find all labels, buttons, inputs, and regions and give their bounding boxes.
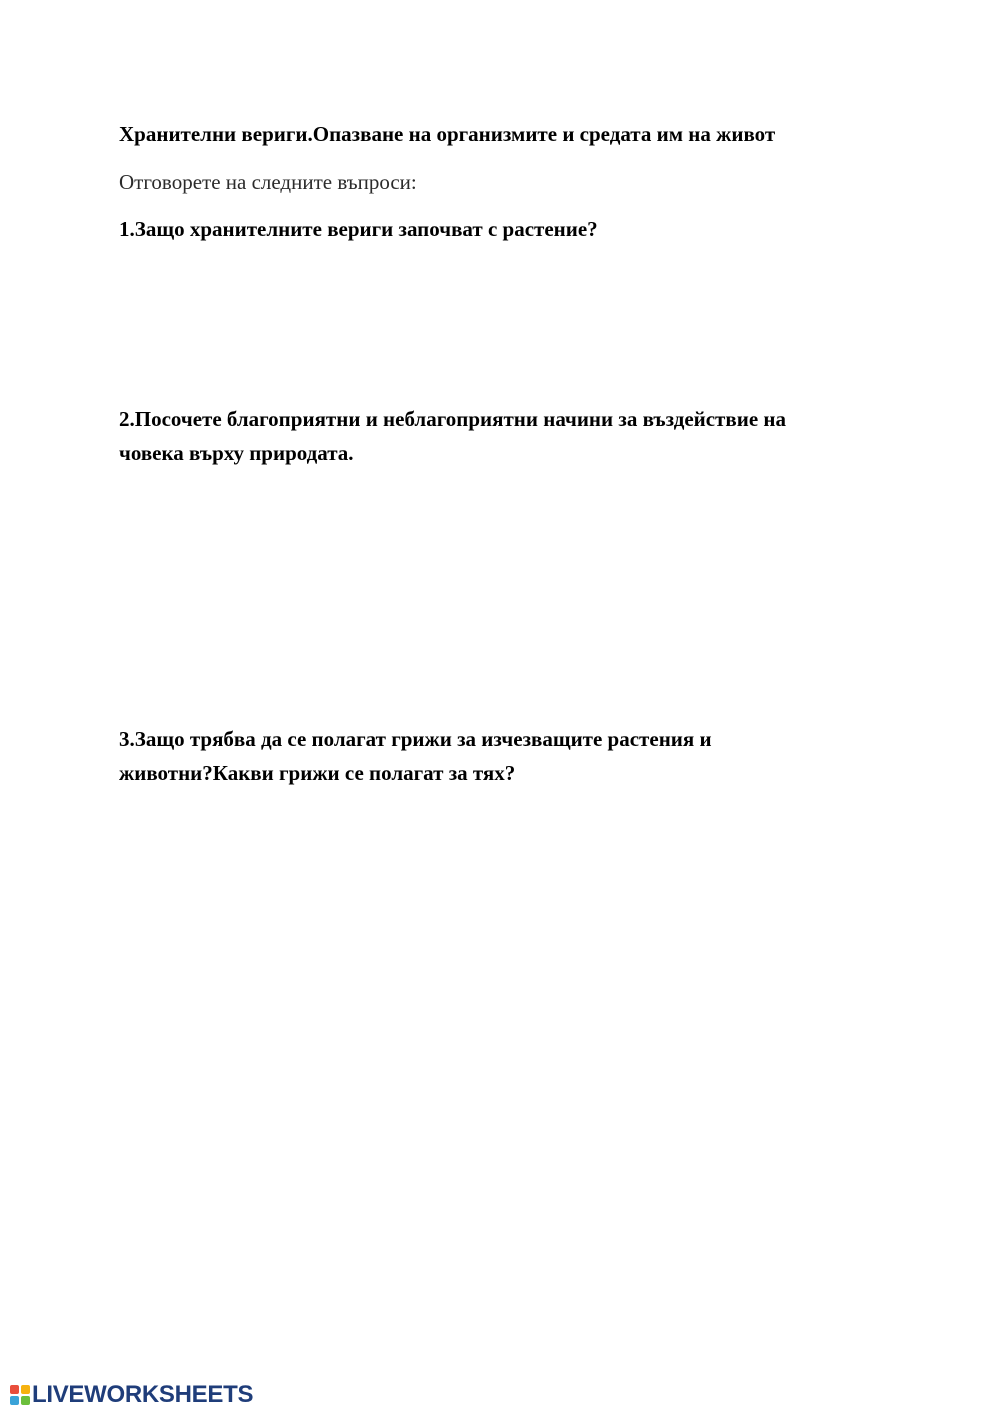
logo-block-red	[10, 1385, 19, 1394]
answer-area-2[interactable]	[119, 480, 879, 715]
question-2-line-1: 2.Посочете благоприятни и неблагоприятни начини за въздействие на	[119, 407, 786, 431]
logo-block-blue	[10, 1396, 19, 1405]
answer-area-3[interactable]	[119, 800, 879, 1340]
question-3-line-1: 3.Защо трябва да се полагат грижи за изчезващите растения и	[119, 727, 712, 751]
answer-area-1[interactable]	[119, 255, 879, 395]
liveworksheets-logo[interactable]	[10, 1381, 253, 1409]
question-1: 1.Защо хранителните вериги започват с растение?	[119, 217, 598, 241]
logo-text: LIVEWORKSHEETS	[32, 1381, 254, 1408]
instruction-text: Отговорете на следните въпроси:	[119, 170, 417, 194]
liveworksheets-blocks-icon	[10, 1385, 30, 1405]
worksheet-title: Хранителни вериги.Опазване на организмите и средата им на живот	[119, 122, 776, 146]
question-2-line-2: човека върху природата.	[119, 441, 354, 465]
logo-block-green	[21, 1396, 30, 1405]
question-3-line-2: животни?Какви грижи се полагат за тях?	[119, 761, 516, 785]
logo-block-yellow	[21, 1385, 30, 1394]
